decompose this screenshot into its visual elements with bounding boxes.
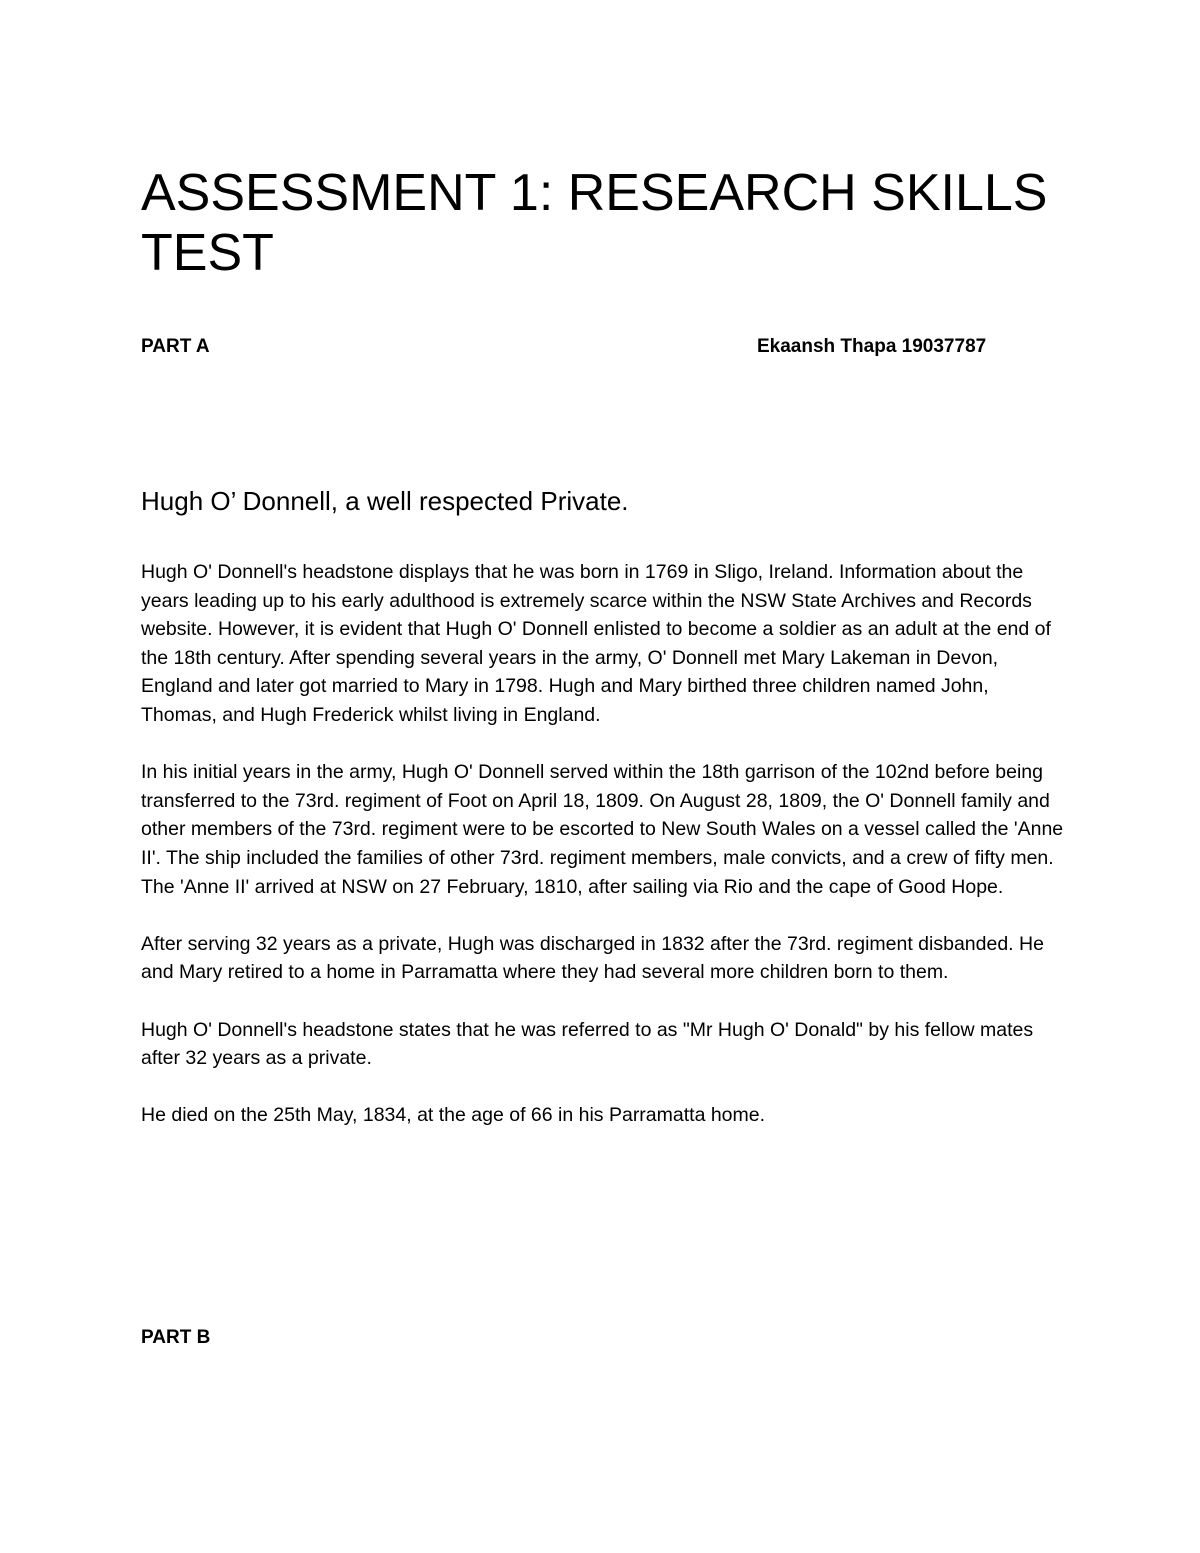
body-text — [141, 558, 1066, 1158]
paragraph: In his initial years in the army, Hugh O' Donnell served within the 18th garrison of the 102nd before being transferred to the 73rd. regiment of Foot on April 18, 1809. On August 28, 1809, the O' Donnell family and other members of the 73rd. regiment were to be escorted to New South Wales on a vessel called the 'Anne II'. The ship included the families of other 73rd. regiment members, male convicts, and a crew of fifty men. The 'Anne II' arrived at NSW on 27 February, 1810, after sailing via Rio and the cape of Good Hope. — [141, 761, 1064, 898]
part-a-label: PART A — [141, 336, 210, 357]
paragraph: He died on the 25th May, 1834, at the age of 66 in his Parramatta home. — [141, 1104, 766, 1127]
document-title: ASSESSMENT 1: RESEARCH SKILLS TEST — [141, 164, 1048, 282]
author-name-id: Ekaansh Thapa 19037787 — [757, 336, 987, 357]
paragraph: Hugh O' Donnell's headstone displays that he was born in 1769 in Sligo, Ireland. Information about the years leading up to his early adulthood is extremely scarce within the NSW State Archives and Records website. However, it is evident that Hugh O' Donnell enlisted to become a soldier as an adult at the end of the 18th century. After spending several years in the army, O' Donnell met Mary Lakeman in Devon, England and later got married to Mary in 1798. Hugh and Mary birthed three children named John, Thomas, and Hugh Frederick whilst living in England. — [141, 561, 1051, 726]
section-subheading: Hugh O’ Donnell, a well respected Private. — [141, 486, 629, 516]
part-b-label: PART B — [141, 1327, 211, 1348]
paragraph: After serving 32 years as a private, Hugh was discharged in 1832 after the 73rd. regiment disbanded. He and Mary retired to a home in Parramatta where they had several more children born to them. — [141, 932, 1044, 984]
part-a-header-row — [141, 336, 1021, 362]
paragraph: Hugh O' Donnell's headstone states that he was referred to as "Mr Hugh O' Donald" by his fellow mates after 32 years as a private. — [141, 1018, 1034, 1070]
